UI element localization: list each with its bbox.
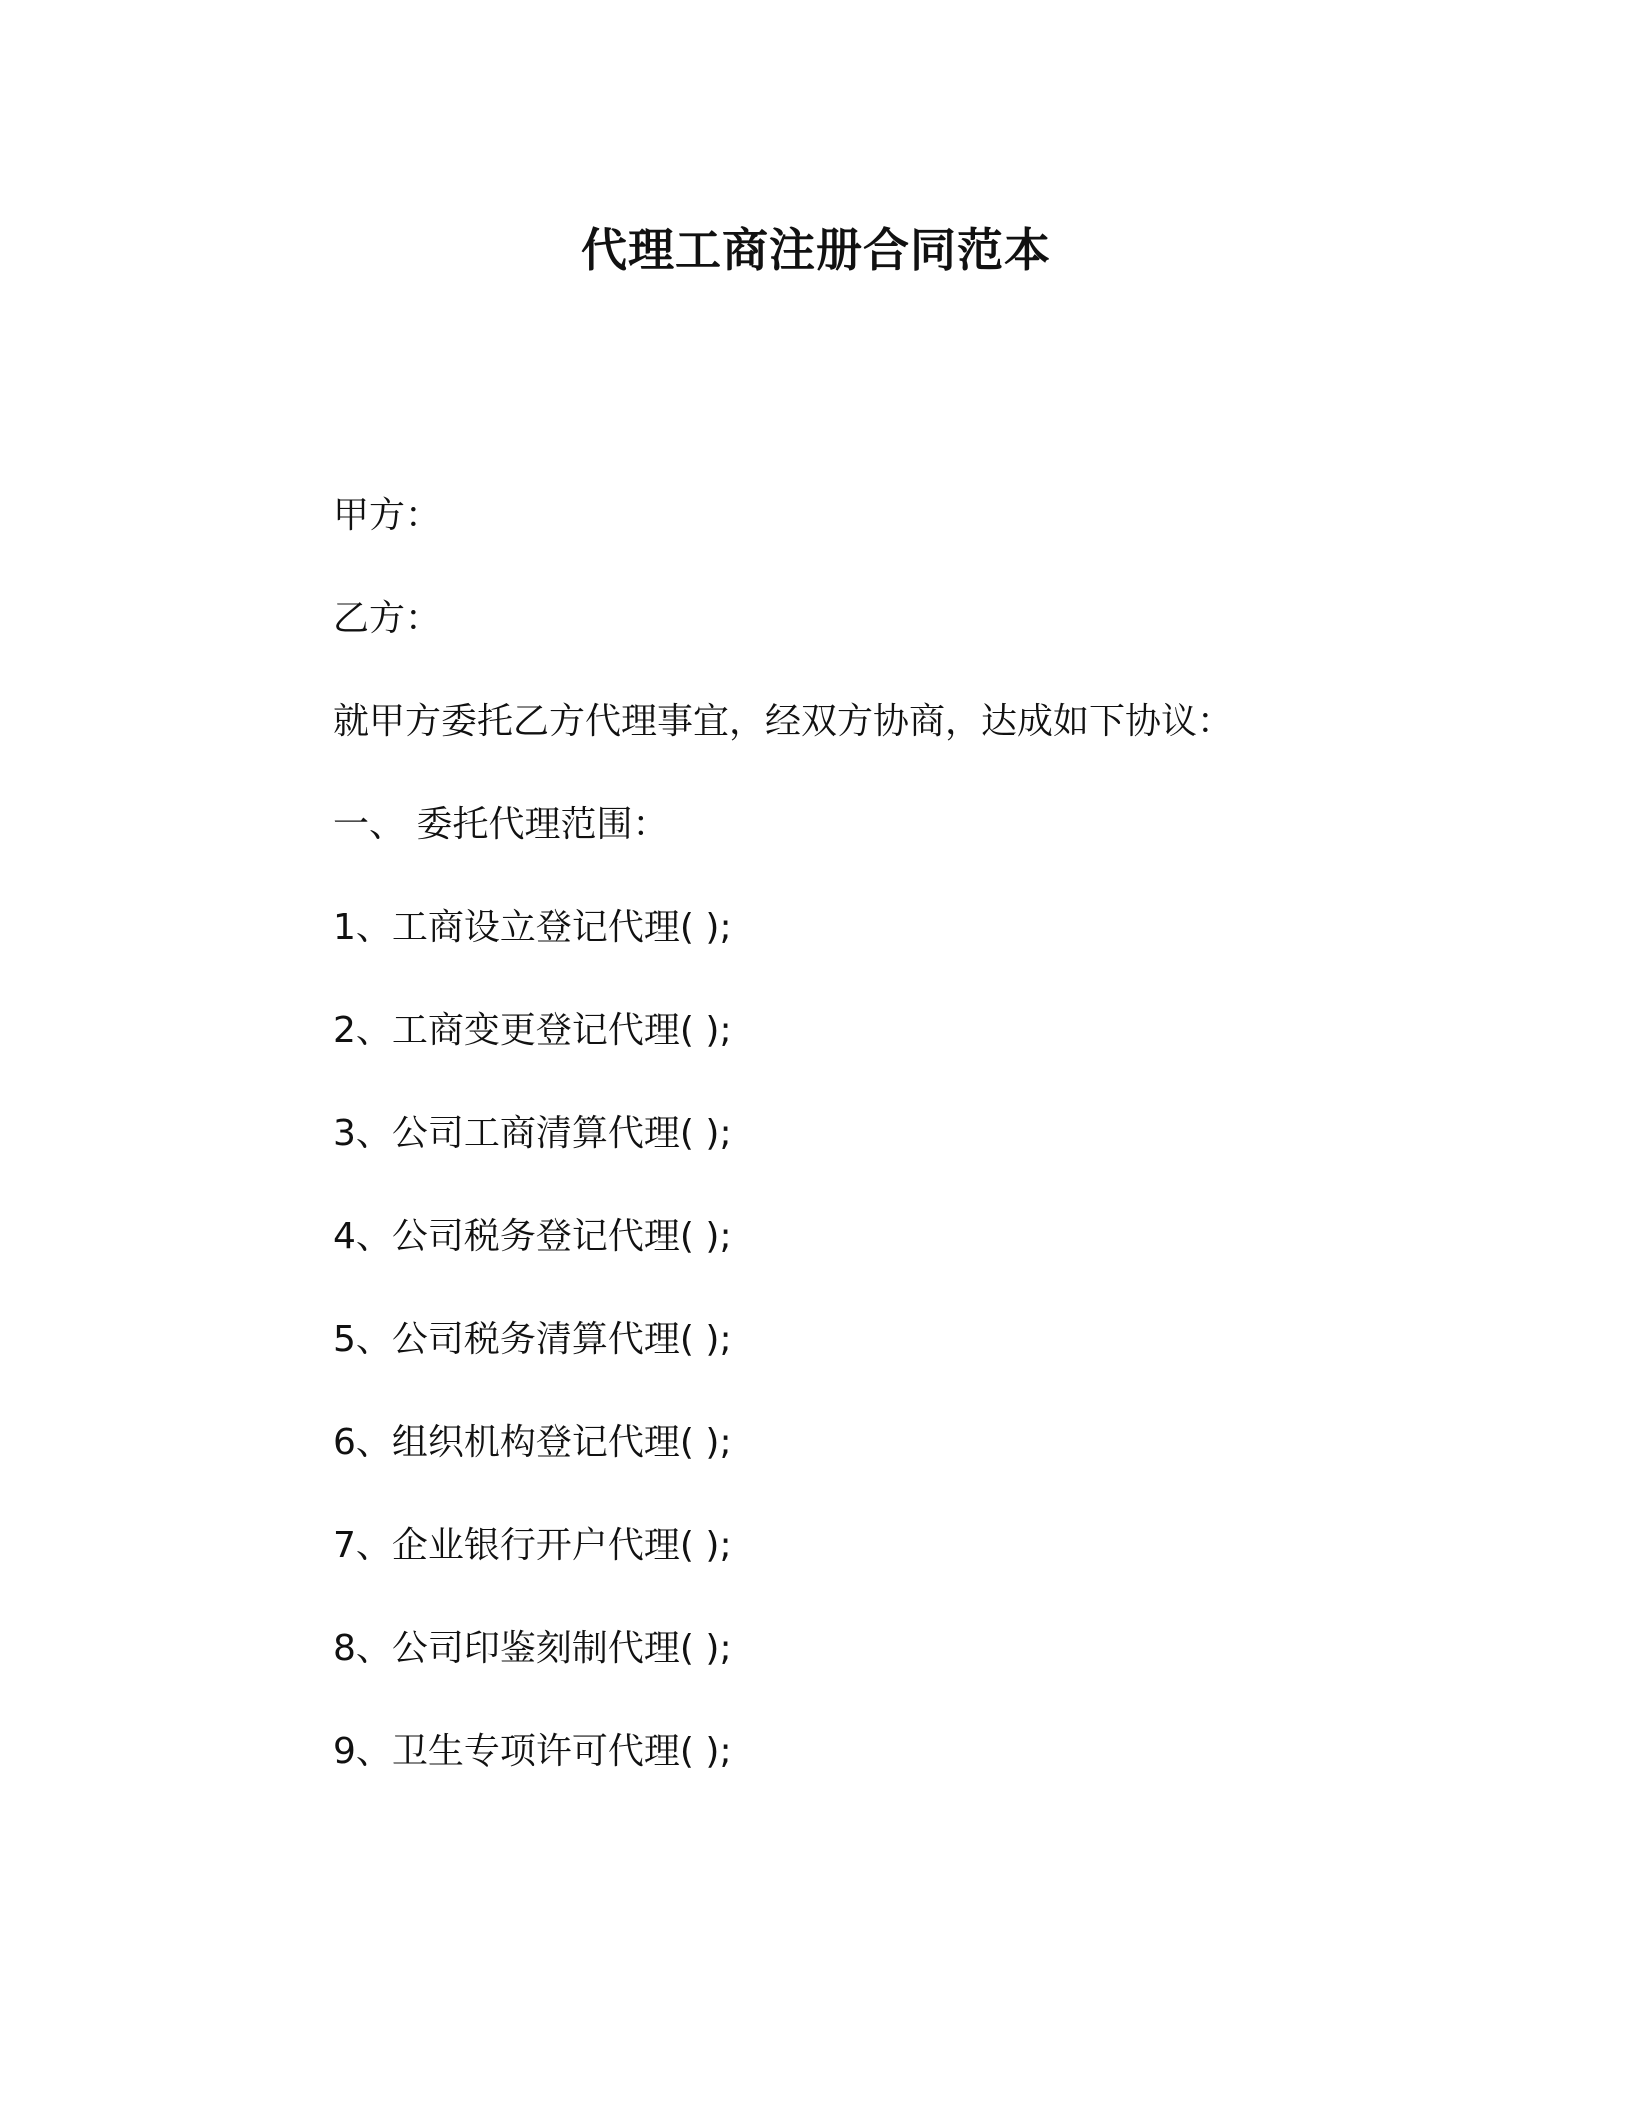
scope-item: 1、工商设立登记代理( ); [333,907,732,948]
document-title: 代理工商注册合同范本 [581,223,1051,277]
scope-item: 6、组织机构登记代理( ); [333,1422,732,1463]
scope-item-list [333,904,1333,1776]
scope-item: 5、公司税务清算代理( ); [333,1319,732,1360]
agreement-intro: 就甲方委托乙方代理事宜，经双方协商，达成如下协议： [333,701,1234,742]
scope-item: 2、工商变更登记代理( ); [333,1010,732,1051]
party-a-label: 甲方： [333,495,442,536]
scope-item: 8、公司印鉴刻制代理( ); [333,1628,732,1669]
scope-item: 7、企业银行开户代理( ); [333,1525,732,1566]
document-body [333,492,1333,1831]
scope-item: 9、卫生专项许可代理( ); [333,1731,732,1772]
scope-item: 3、公司工商清算代理( ); [333,1113,732,1154]
scope-item: 4、公司税务登记代理( ); [333,1216,732,1257]
party-b-label: 乙方： [333,598,442,639]
section-heading-scope: 一、 委托代理范围： [333,804,669,845]
